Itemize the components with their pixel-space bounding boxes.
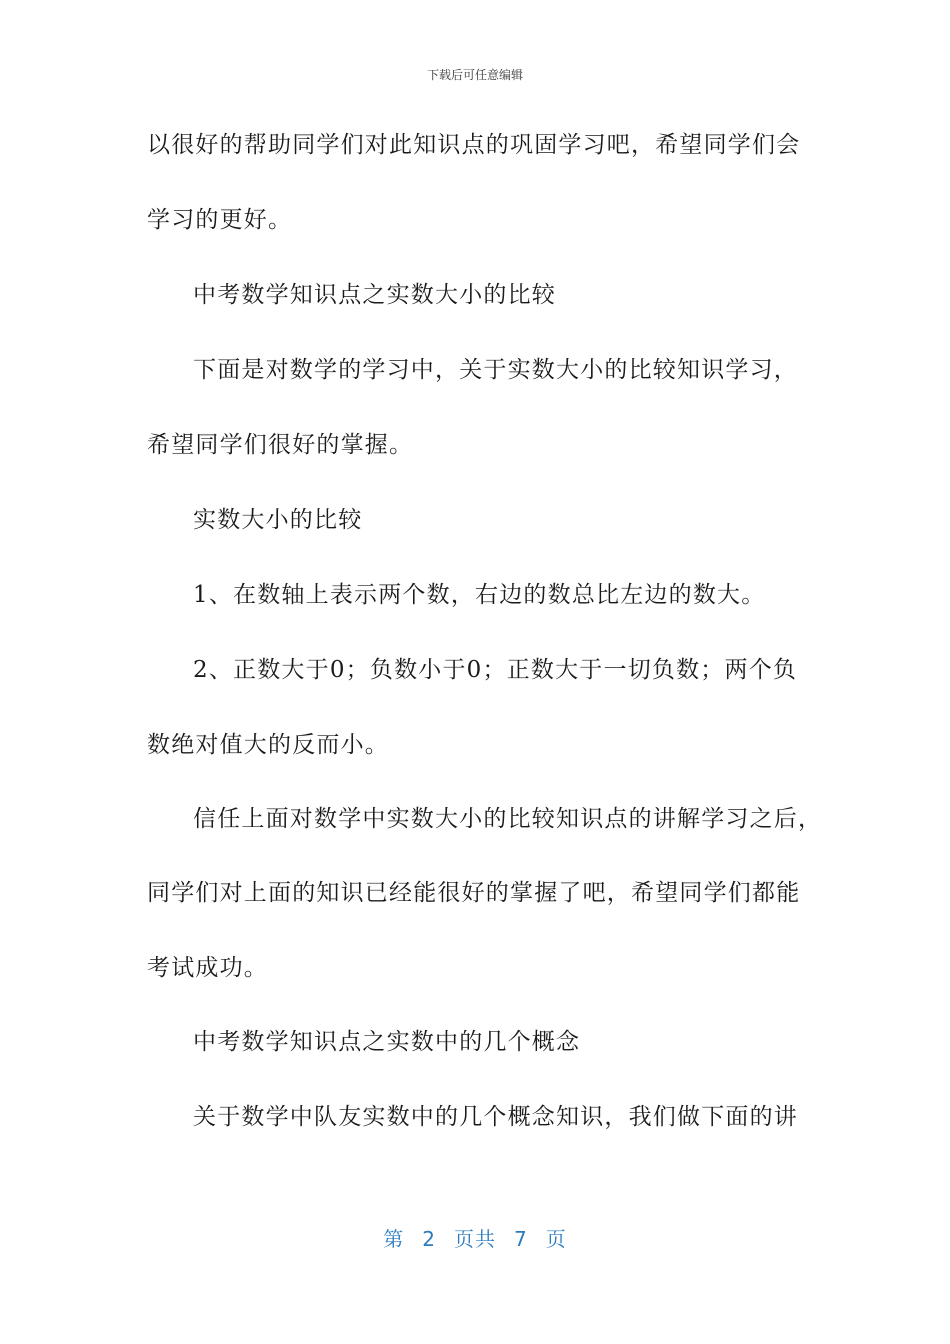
header-note: 下载后可任意编辑	[426, 68, 523, 82]
body-line: 希望同学们很好的掌握。	[147, 432, 414, 458]
footer-total-pages: 7	[514, 1227, 528, 1251]
footer-current-page: 2	[422, 1227, 436, 1251]
list-item: 1、在数轴上表示两个数，右边的数总比左边的数大。	[193, 582, 766, 608]
section-heading: 实数大小的比较	[193, 507, 363, 533]
page-footer	[0, 1226, 950, 1252]
body-line: 以很好的帮助同学们对此知识点的巩固学习吧，希望同学们会	[147, 132, 801, 158]
section-heading: 中考数学知识点之实数中的几个概念	[193, 1029, 581, 1055]
body-line: 同学们对上面的知识已经能很好的掌握了吧，希望同学们都能	[147, 880, 801, 906]
section-heading: 中考数学知识点之实数大小的比较	[193, 282, 556, 308]
footer-middle: 页共	[454, 1227, 496, 1251]
list-item: 2、正数大于0；负数小于0；正数大于一切负数；两个负	[193, 657, 798, 683]
body-line: 信任上面对数学中实数大小的比较知识点的讲解学习之后，	[193, 806, 823, 832]
body-line: 学习的更好。	[147, 207, 293, 233]
footer-prefix: 第	[383, 1227, 405, 1251]
footer-suffix: 页	[545, 1227, 567, 1251]
body-line: 考试成功。	[147, 955, 268, 981]
body-line: 数绝对值大的反而小。	[147, 732, 389, 758]
body-line: 下面是对数学的学习中，关于实数大小的比较知识学习，	[193, 357, 798, 383]
body-line: 关于数学中队友实数中的几个概念知识，我们做下面的讲	[193, 1104, 798, 1130]
